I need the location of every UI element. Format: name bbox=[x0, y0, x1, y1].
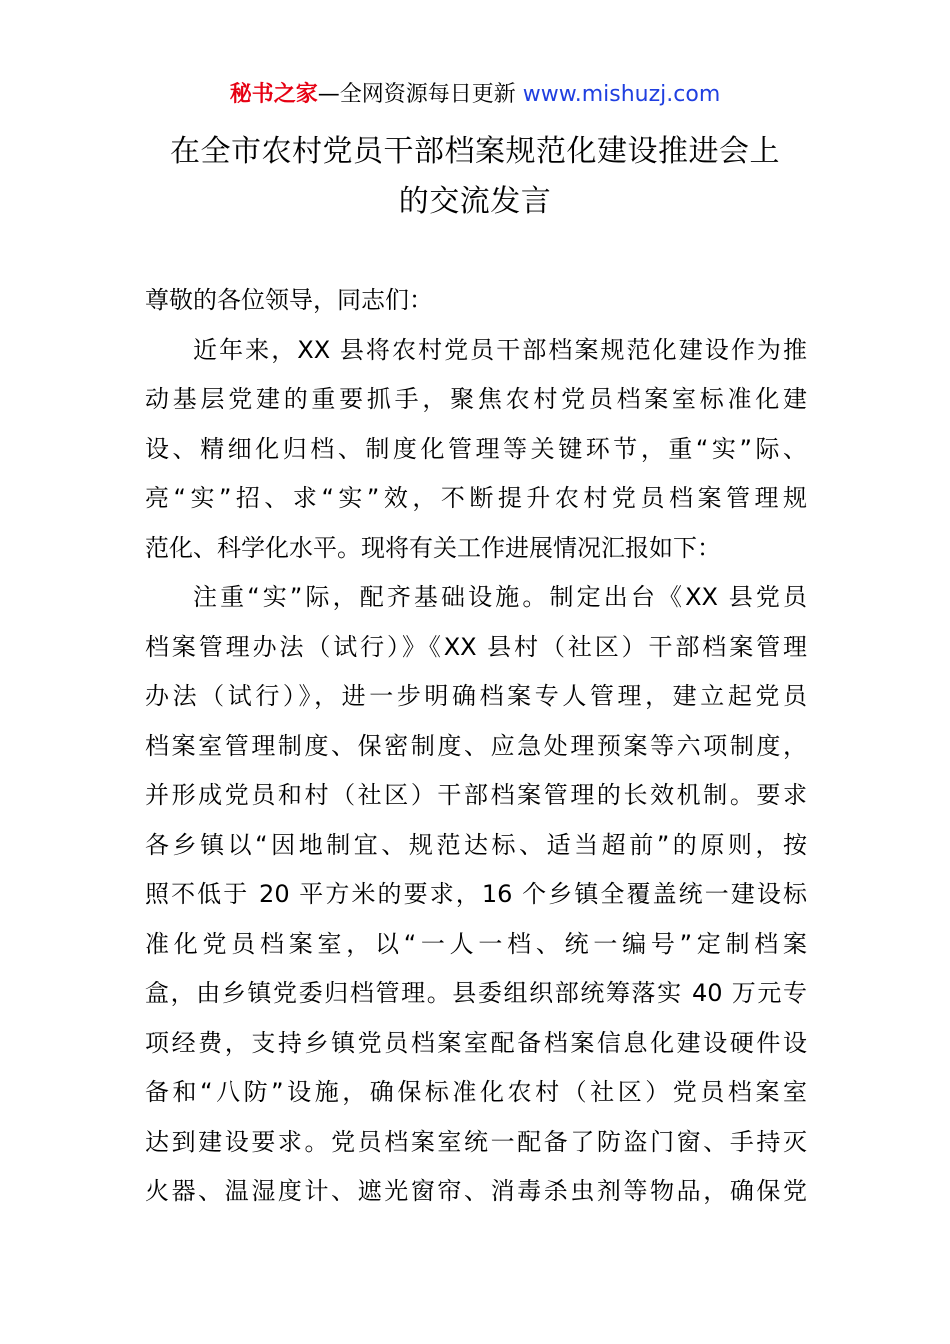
paragraph-line: 并形成党员和村（社区）干部档案管理的长效机制。要求 bbox=[145, 781, 807, 809]
paragraph-line: 动基层党建的重要抓手，聚焦农村党员档案室标准化建 bbox=[145, 385, 807, 413]
paragraph-line: 照不低于 20 平方米的要求，16 个乡镇全覆盖统一建设标 bbox=[145, 880, 807, 908]
paragraph-line: 注重“实”际，配齐基础设施。制定出台《XX 县党员 bbox=[193, 583, 807, 611]
paragraph-intro bbox=[145, 326, 807, 574]
paragraph-line: 达到建设要求。党员档案室统一配备了防盗门窗、手持灭 bbox=[145, 1127, 807, 1156]
site-header bbox=[0, 80, 950, 110]
paragraph-facilities bbox=[145, 573, 807, 1217]
paragraph-line: 范化、科学化水平。现将有关工作进展情况汇报如下： bbox=[145, 533, 721, 562]
paragraph-line: 备和“八防”设施，确保标准化农村（社区）党员档案室 bbox=[145, 1078, 807, 1106]
site-url-link[interactable]: www.mishuzj.com bbox=[522, 82, 721, 107]
paragraph-line: 亮“实”招、求“实”效，不断提升农村党员档案管理规 bbox=[145, 484, 807, 512]
paragraph-line: 盒，由乡镇党委归档管理。县委组织部统筹落实 40 万元专 bbox=[145, 979, 807, 1007]
paragraph-line: 近年来，XX 县将农村党员干部档案规范化建设作为推 bbox=[193, 335, 807, 364]
paragraph-line: 办法（试行）》，进一步明确档案专人管理，建立起党员 bbox=[145, 682, 807, 710]
title-line-1: 在全市农村党员干部档案规范化建设推进会上 bbox=[170, 134, 780, 169]
document-title bbox=[0, 127, 950, 227]
document-body bbox=[145, 276, 807, 1217]
brand-name: 秘书之家 bbox=[229, 82, 318, 107]
title-line-2: 的交流发言 bbox=[398, 184, 552, 219]
paragraph-line: 档案室管理制度、保密制度、应急处理预案等六项制度， bbox=[145, 731, 807, 760]
paragraph-line: 项经费，支持乡镇党员档案室配备档案信息化建设硬件设 bbox=[145, 1028, 807, 1057]
salutation: 尊敬的各位领导，同志们： bbox=[145, 286, 433, 314]
paragraph-line: 各乡镇以“因地制宜、规范达标、适当超前”的原则，按 bbox=[145, 830, 807, 859]
paragraph-line: 设、精细化归档、制度化管理等关键环节，重“实”际、 bbox=[145, 434, 807, 463]
paragraph-line: 档案管理办法（试行）》《XX 县村（社区）干部档案管理 bbox=[145, 632, 807, 661]
paragraph-line: 准化党员档案室，以“一人一档、统一编号”定制档案 bbox=[145, 929, 807, 958]
paragraph-line: 火器、温湿度计、遮光窗帘、消毒杀虫剂等物品，确保党 bbox=[145, 1177, 807, 1205]
header-tagline: —全网资源每日更新 bbox=[317, 82, 516, 107]
